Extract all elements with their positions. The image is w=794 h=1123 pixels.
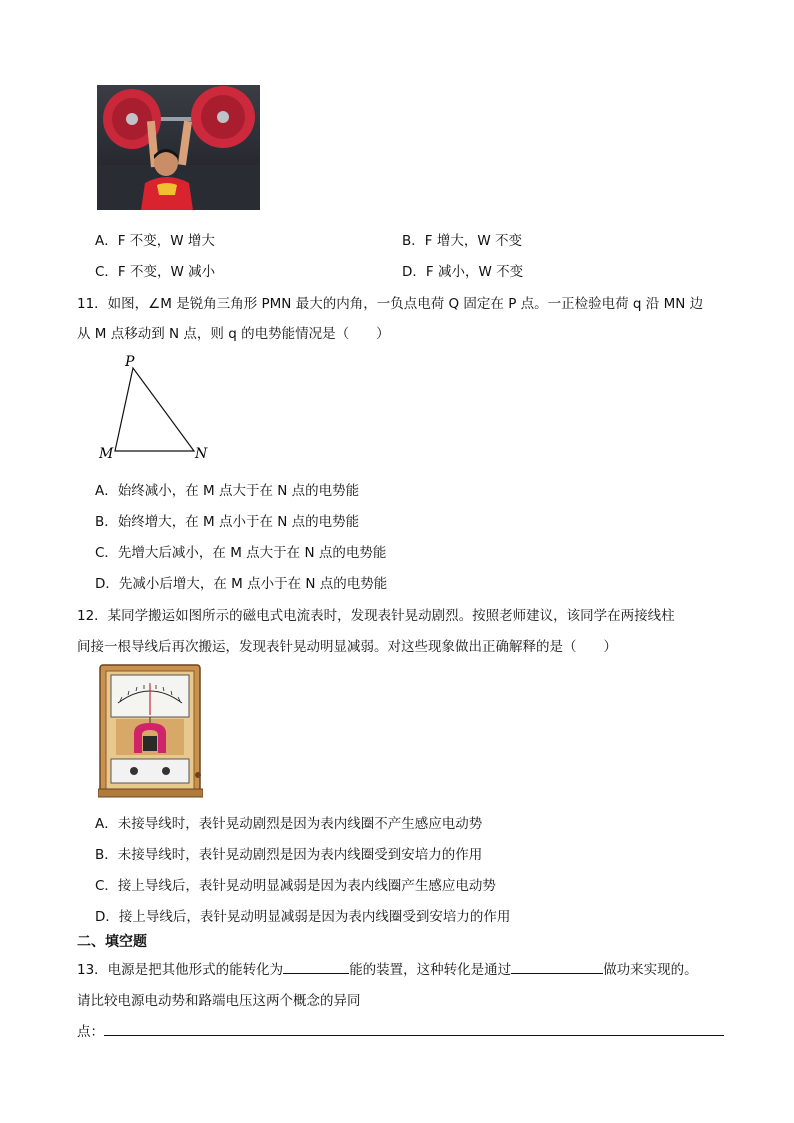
q12-stem-line1: 12．某同学搬运如图所示的磁电式电流表时，发现表针晃动剧烈。按照老师建议，该同学在两接线柱 <box>77 608 675 624</box>
q11-option-d: D．先减小后增大，在 M 点小于在 N 点的电势能 <box>95 576 388 592</box>
ammeter-figure <box>98 663 203 800</box>
q13-blank-1[interactable] <box>283 959 349 974</box>
weightlifter-photo <box>97 85 260 210</box>
section-heading-fill-in: 二、填空题 <box>77 934 147 950</box>
q12-option-a: A．未接导线时，表针晃动剧烈是因为表内线圈不产生感应电动势 <box>95 816 483 832</box>
label-n: N <box>195 446 208 462</box>
q11-option-c: C．先增大后减小，在 M 点大于在 N 点的电势能 <box>95 545 387 561</box>
q12-option-c: C．接上导线后，表针晃动明显减弱是因为表内线圈产生感应电动势 <box>95 878 496 894</box>
q10-option-d: D．F 减小，W 不变 <box>402 264 524 280</box>
q13-blank-2[interactable] <box>511 959 603 974</box>
q13-line3 <box>77 1020 724 1040</box>
q13-answer-line[interactable] <box>104 1021 724 1036</box>
q13-text-part2: 能的装置，这种转化是通过 <box>349 962 512 978</box>
q13-line1 <box>77 958 698 978</box>
q11-stem-line1: 11．如图，∠M 是锐角三角形 PMN 最大的内角，一负点电荷 Q 固定在 P 点。一正检验电荷 q 沿 MN 边 <box>77 296 704 312</box>
label-m: M <box>99 446 114 462</box>
q12-stem-line2: 间接一根导线后再次搬运，发现表针晃动明显减弱。对这些现象做出正确解释的是（ ） <box>77 639 617 655</box>
label-p: P <box>125 354 135 370</box>
q13-line2: 请比较电源电动势和路端电压这两个概念的异同 <box>77 993 361 1009</box>
q12-option-d: D．接上导线后，表针晃动明显减弱是因为表内线圈受到安培力的作用 <box>95 909 511 925</box>
q12-option-b: B．未接导线时，表针晃动剧烈是因为表内线圈受到安培力的作用 <box>95 847 483 863</box>
q13-text-part3: 做功来实现的。 <box>603 962 698 978</box>
q10-option-a: A．F 不变，W 增大 <box>95 233 215 249</box>
q11-option-a: A．始终减小，在 M 点大于在 N 点的电势能 <box>95 483 360 499</box>
triangle-pmn-figure <box>95 350 215 465</box>
q13-text-part1: 13．电源是把其他形式的能转化为 <box>77 962 284 978</box>
q13-line3-label: 点： <box>77 1024 104 1040</box>
q10-option-b: B．F 增大，W 不变 <box>402 233 522 249</box>
q11-stem-line2: 从 M 点移动到 N 点，则 q 的电势能情况是（ ） <box>77 326 390 342</box>
q10-option-c: C．F 不变，W 减小 <box>95 264 216 280</box>
q11-option-b: B．始终增大，在 M 点小于在 N 点的电势能 <box>95 514 360 530</box>
